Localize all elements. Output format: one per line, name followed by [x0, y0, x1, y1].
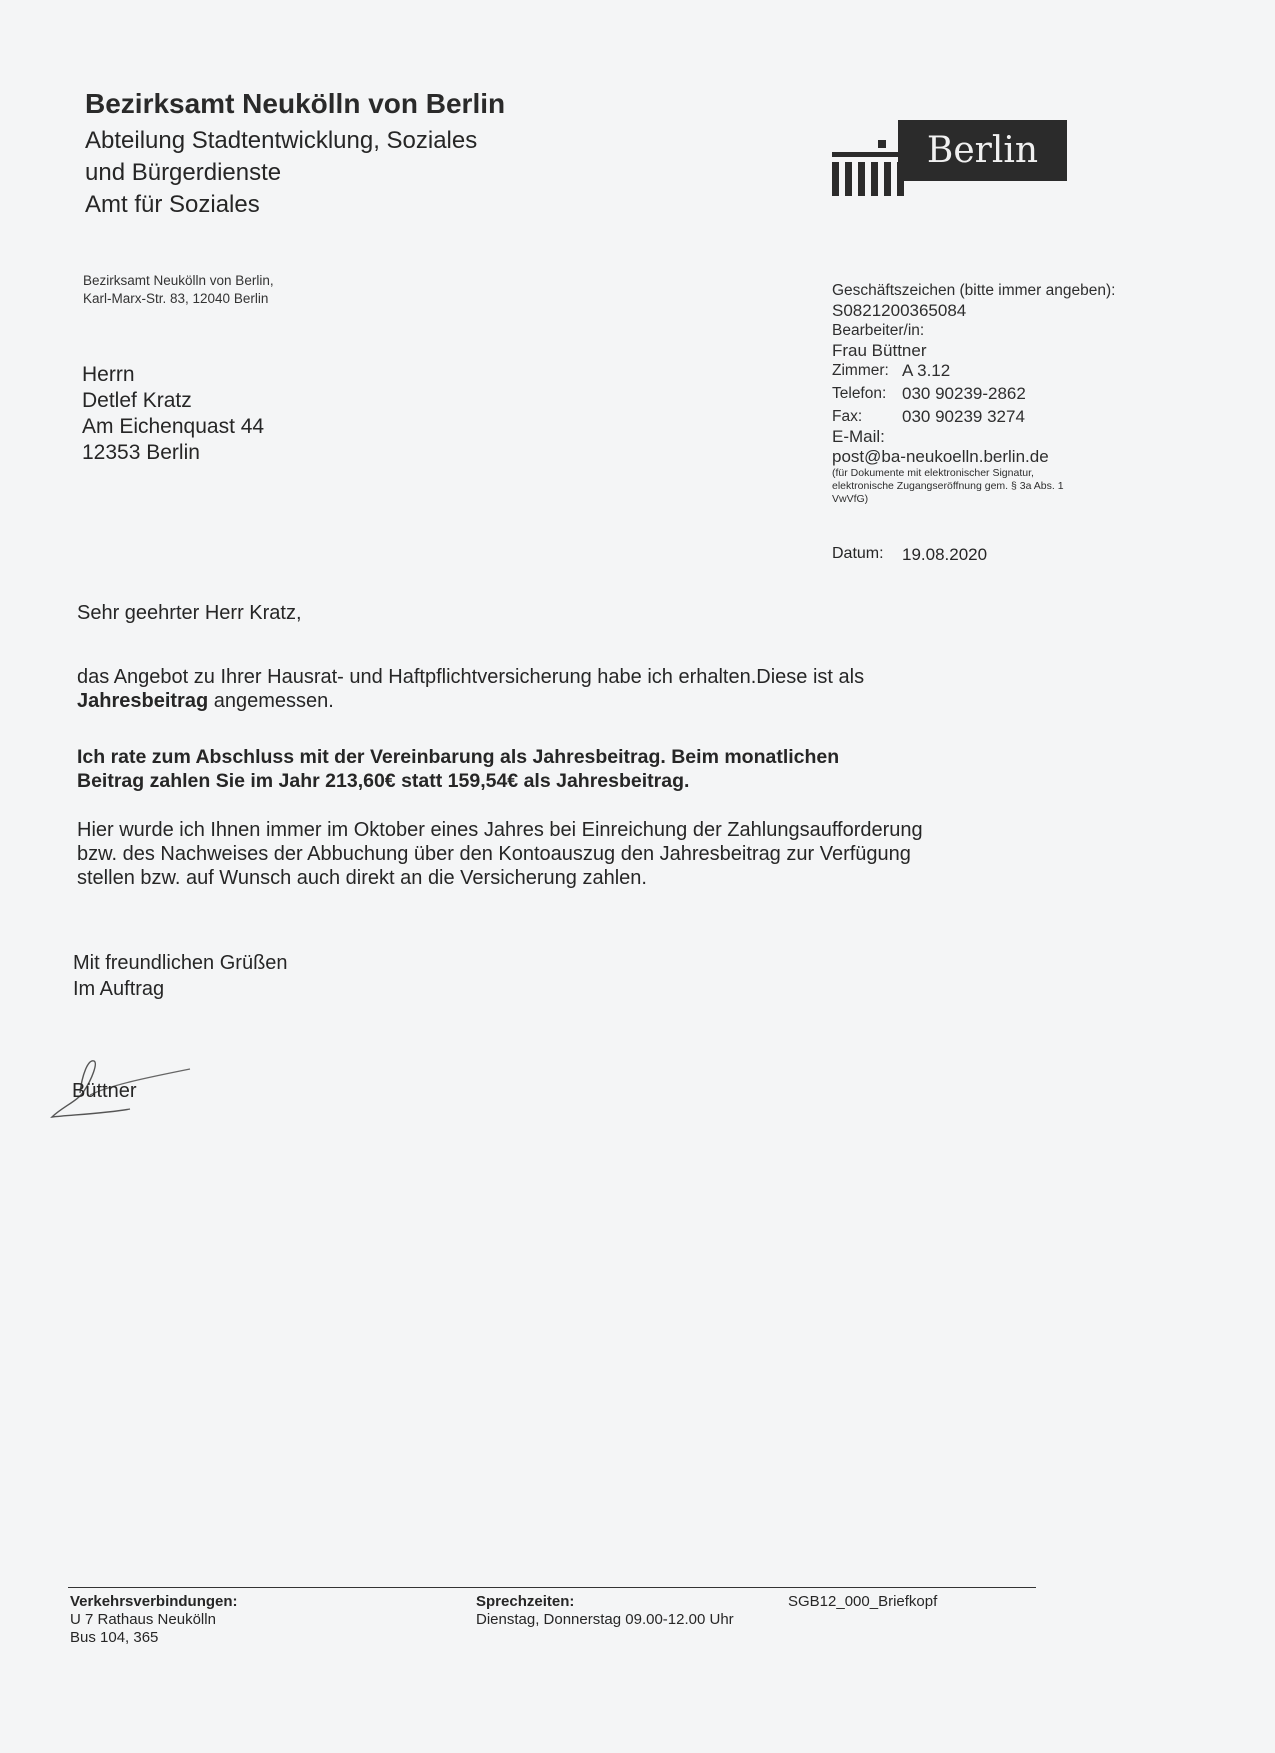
- paragraph-line: das Angebot zu Ihrer Hausrat- und Haftpflichtversicherung habe ich erhalten.Diese ist als: [77, 666, 865, 688]
- sender-return-address: [83, 272, 274, 308]
- recipient-line: Detlef Kratz: [82, 389, 192, 412]
- closing-line: Mit freundlichen Grüßen: [73, 952, 288, 974]
- transport-line: Bus 104, 365: [70, 1629, 159, 1646]
- department-block: [85, 125, 477, 221]
- signature-note-line: VwVfG): [832, 493, 869, 505]
- clerk-label: Bearbeiter/in:: [832, 322, 925, 339]
- paragraph-offer: [77, 665, 864, 713]
- recipient-line: Herrn: [82, 363, 135, 386]
- footer-divider: [68, 1587, 1036, 1588]
- closing: [73, 950, 288, 1002]
- paragraph-payment: [77, 818, 923, 890]
- phone-label: Telefon:: [832, 385, 887, 402]
- hours-value: Dienstag, Donnerstag 09.00-12.00 Uhr: [476, 1611, 734, 1628]
- signature-note-line: (für Dokumente mit elektronischer Signatur,: [832, 467, 1034, 479]
- letter-date: [832, 545, 987, 565]
- salutation: Sehr geehrter Herr Kratz,: [77, 602, 302, 624]
- fax-label: Fax:: [832, 408, 863, 425]
- recipient-address: [82, 362, 264, 466]
- reference-label: Geschäftszeichen (bitte immer angeben):: [832, 282, 1116, 299]
- room-label: Zimmer:: [832, 362, 889, 379]
- phone-row: [832, 384, 1115, 404]
- paragraph-line: Hier wurde ich Ihnen immer im Oktober eines Jahres bei Einreichung der Zahlungsaufforderung: [77, 819, 923, 841]
- phone-value: 030 90239-2862: [902, 384, 1026, 403]
- emphasis-text: Jahresbeitrag: [77, 690, 209, 712]
- signature: [50, 1055, 210, 1125]
- department-line: Amt für Soziales: [85, 191, 260, 218]
- signature-note-line: elektronische Zugangseröffnung gem. § 3a Abs. 1: [832, 480, 1064, 492]
- hours-label: Sprechzeiten:: [476, 1593, 575, 1610]
- contact-info: [832, 281, 1115, 506]
- paragraph-line: [77, 689, 864, 713]
- recipient-line: 12353 Berlin: [82, 441, 200, 464]
- sender-line: Bezirksamt Neukölln von Berlin,: [83, 273, 274, 288]
- paragraph-line: Ich rate zum Abschluss mit der Vereinbarung als Jahresbeitrag. Beim monatlichen: [77, 746, 840, 768]
- date-value: 19.08.2020: [902, 545, 988, 564]
- footer-form-id: [788, 1593, 937, 1611]
- paragraph-line: Beitrag zahlen Sie im Jahr 213,60€ statt 159,54€ als Jahresbeitrag.: [77, 770, 690, 792]
- fax-value: 030 90239 3274: [902, 407, 1025, 426]
- paragraph-text: angemessen.: [208, 690, 334, 712]
- room-row: [832, 361, 1115, 381]
- organization-name: Bezirksamt Neukölln von Berlin: [85, 88, 506, 119]
- paragraph-line: bzw. des Nachweises der Abbuchung über den Kontoauszug den Jahresbeitrag zur Verfügung: [77, 843, 911, 865]
- form-id: SGB12_000_Briefkopf: [788, 1593, 938, 1610]
- reference-number: S0821200365084: [832, 301, 967, 320]
- room-value: A 3.12: [902, 361, 951, 380]
- fax-row: [832, 407, 1115, 427]
- clerk-name: Frau Büttner: [832, 341, 927, 360]
- email-label: E-Mail:: [832, 427, 885, 446]
- email-address: post@ba-neukoelln.berlin.de: [832, 447, 1049, 466]
- paragraph-recommendation: [77, 745, 839, 793]
- transport-line: U 7 Rathaus Neukölln: [70, 1611, 216, 1628]
- footer-transport: [70, 1593, 238, 1647]
- sender-line: Karl-Marx-Str. 83, 12040 Berlin: [83, 291, 269, 306]
- date-label: Datum:: [832, 545, 884, 562]
- paragraph-line: stellen bzw. auf Wunsch auch direkt an die Versicherung zahlen.: [77, 867, 647, 889]
- transport-label: Verkehrsverbindungen:: [70, 1593, 238, 1610]
- footer-hours: [476, 1593, 734, 1629]
- department-line: und Bürgerdienste: [85, 159, 282, 186]
- signature-name: Büttner: [72, 1080, 137, 1102]
- berlin-logo: [832, 120, 1067, 196]
- closing-line: Im Auftrag: [73, 978, 165, 1000]
- department-line: Abteilung Stadtentwicklung, Soziales: [85, 127, 478, 154]
- logo-wordmark: Berlin: [898, 120, 1067, 181]
- recipient-line: Am Eichenquast 44: [82, 415, 265, 438]
